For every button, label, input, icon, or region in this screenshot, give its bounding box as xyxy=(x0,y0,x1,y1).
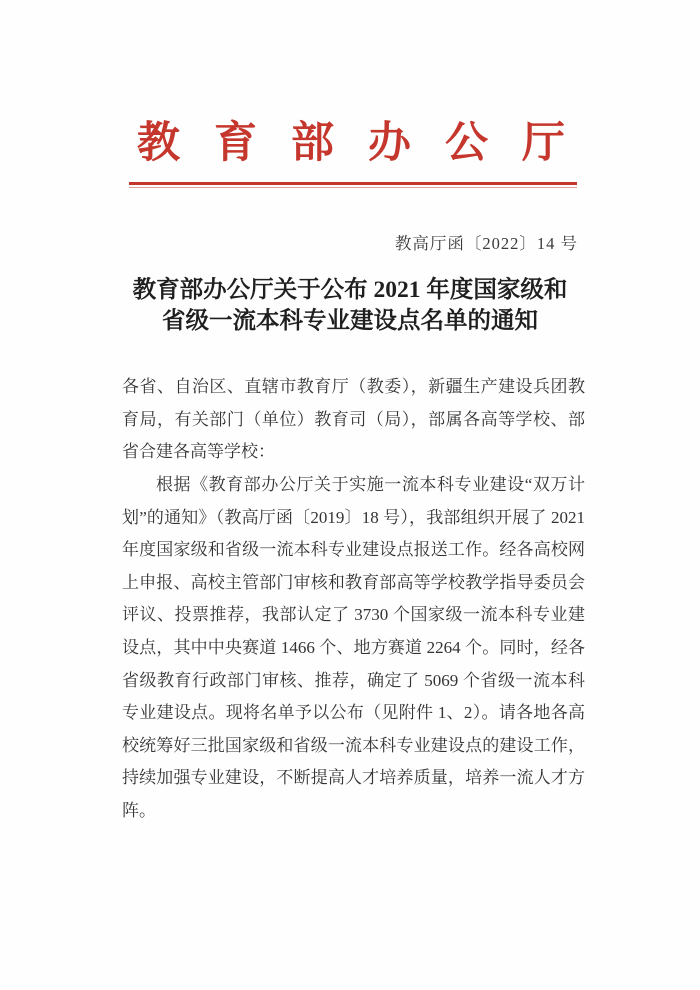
main-paragraph: 根据《教育部办公厅关于实施一流本科专业建设“双万计划”的通知》（教高厅函〔2019〕18 号），我部组织开展了 2021 年度国家级和省级一流本科专业建设点报送工作。经各高校网上申报、高校主管部门审核和教育部高等学校教学指导委员会评议、投票推荐，我部认定了 3730 个国家级一流本科专业建设点，其中中央赛道 1466 个、地方赛道 2264 个。同时，经各省级教育行政部门审核、推荐，确定了 5069 个省级一流本科专业建设点。现将名单予以公布（见附件 1、2）。请各地各高校统筹好三批国家级和省级一流本科专业建设点的建设工作，持续加强专业建设，不断提高人才培养质量，培养一流人才方阵。 xyxy=(122,475,585,821)
letterhead-divider xyxy=(129,182,577,188)
notice-title-line2: 省级一流本科专业建设点名单的通知 xyxy=(162,308,538,335)
addressees-paragraph: 各省、自治区、直辖市教育厅（教委），新疆生产建设兵团教育局，有关部门（单位）教育司（局），部属各高等学校、部省合建各高等学校： xyxy=(122,377,585,462)
document-number: 教高厅函〔2022〕14 号 xyxy=(394,234,578,254)
notice-body xyxy=(122,371,585,827)
divider-thick-line xyxy=(129,182,577,185)
letterhead-title: 教育部办公厅 xyxy=(137,120,599,167)
notice-title xyxy=(60,275,640,337)
notice-title-line1: 教育部办公厅关于公布 2021 年度国家级和 xyxy=(132,277,568,304)
divider-thin-line xyxy=(129,187,577,188)
